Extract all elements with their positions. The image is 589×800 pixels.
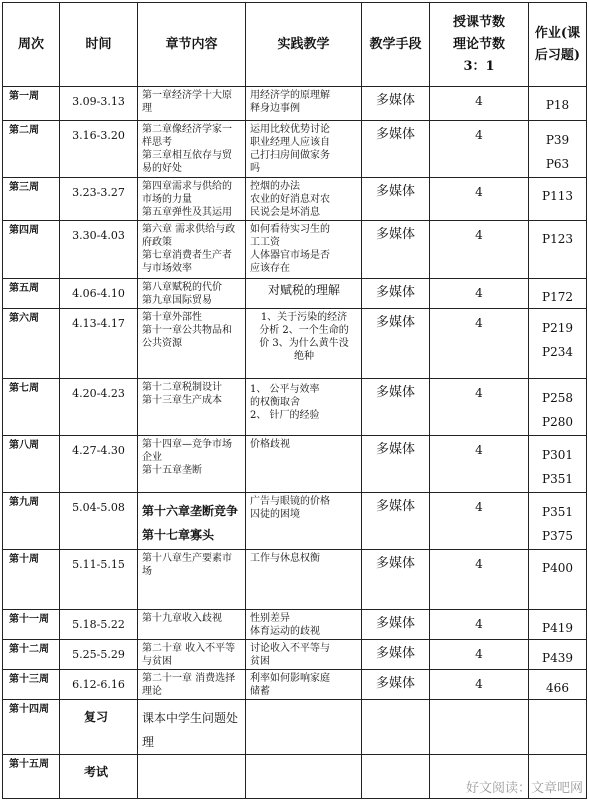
table-row xyxy=(3,221,587,279)
header-hours-line2: 理论节数 xyxy=(452,36,505,52)
chapter-cell xyxy=(138,121,246,178)
table-row xyxy=(3,436,587,493)
rows.5.practice-line: 价 3、为什么黄牛没 xyxy=(259,338,349,349)
week-cell: 第六周 xyxy=(3,309,60,379)
rows.8.homework-line: P351 xyxy=(542,505,573,519)
practice-cell xyxy=(246,610,362,640)
rows.4.chapter-line: 第九章国际贸易 xyxy=(142,295,212,306)
table-row xyxy=(3,379,587,436)
rows.5.practice-line: 分析 2、一个生命的 xyxy=(259,325,349,336)
chapter-cell xyxy=(138,221,246,279)
week-cell: 第二周 xyxy=(3,121,60,178)
table-row xyxy=(3,550,587,610)
rows.11.practice-line: 贫困 xyxy=(250,656,270,667)
week-cell: 第十四周 xyxy=(3,700,60,755)
rows.3.chapter-line: 第六章 需求供给与政 xyxy=(142,224,236,235)
practice-cell xyxy=(246,550,362,610)
homework-cell xyxy=(529,279,587,309)
time-cell: 3.09-3.13 xyxy=(60,87,138,121)
method-cell: 多媒体 xyxy=(362,436,430,493)
rows.7.homework-line: P351 xyxy=(542,472,573,486)
rows.2.chapter-line: 市场的力量 xyxy=(142,194,192,205)
chapter-cell xyxy=(138,87,246,121)
method-cell: 多媒体 xyxy=(362,493,430,550)
method-cell: 多媒体 xyxy=(362,670,430,700)
week-cell: 第三周 xyxy=(3,178,60,221)
time-cell: 5.25-5.29 xyxy=(60,640,138,670)
rows.1.chapter-line: 第二章像经济学家一 xyxy=(142,124,232,135)
rows.1.practice-line: 吗 xyxy=(250,163,260,174)
rows.13.chapter-line: 理 xyxy=(142,735,155,749)
practice-cell xyxy=(246,178,362,221)
chapter-cell xyxy=(138,493,246,550)
homework-cell xyxy=(529,550,587,610)
homework-cell xyxy=(529,670,587,700)
header-chapter: 章节内容 xyxy=(138,3,246,87)
hours-cell: 4 xyxy=(430,436,529,493)
rows.3.practice-line: 工工资 xyxy=(250,237,280,248)
week-cell: 第七周 xyxy=(3,379,60,436)
rows.0.homework-line: P18 xyxy=(545,98,570,112)
method-cell: 多媒体 xyxy=(362,550,430,610)
method-cell: 多媒体 xyxy=(362,178,430,221)
chapter-cell xyxy=(138,610,246,640)
method-cell: 多媒体 xyxy=(362,221,430,279)
homework-cell xyxy=(529,700,587,755)
table-row xyxy=(3,178,587,221)
rows.5.chapter-line: 第十一章公共物品和 xyxy=(142,325,232,336)
time-cell: 5.11-5.15 xyxy=(60,550,138,610)
rows.9.chapter-line: 第十八章生产要素市 xyxy=(142,553,232,564)
rows.5.homework-line: P234 xyxy=(542,345,573,359)
practice-cell xyxy=(246,87,362,121)
rows.8.chapter-line: 第十七章寡头 xyxy=(142,528,215,542)
rows.7.homework-line: P301 xyxy=(542,448,573,462)
hours-cell: 4 xyxy=(430,670,529,700)
practice-cell xyxy=(246,493,362,550)
rows.2.practice-line: 农业的好消息对农 xyxy=(250,194,330,205)
schedule-table xyxy=(2,2,587,799)
week-cell: 第四周 xyxy=(3,221,60,279)
practice-cell xyxy=(246,309,362,379)
time-cell: 3.23-3.27 xyxy=(60,178,138,221)
method-cell: 多媒体 xyxy=(362,279,430,309)
time-cell: 5.18-5.22 xyxy=(60,610,138,640)
rows.8.homework-line: P375 xyxy=(542,529,573,543)
hours-cell: 4 xyxy=(430,178,529,221)
rows.12.chapter-line: 理论 xyxy=(142,686,162,697)
chapter-cell xyxy=(138,550,246,610)
hours-cell: 4 xyxy=(430,493,529,550)
header-method: 教学手段 xyxy=(362,3,430,87)
rows.0.practice-line: 释身边事例 xyxy=(250,103,300,114)
rows.3.chapter-line: 与市场效率 xyxy=(142,263,192,274)
table-row xyxy=(3,640,587,670)
rows.11.practice-line: 讨论收入不平等与 xyxy=(250,643,330,654)
week-cell: 第八周 xyxy=(3,436,60,493)
rows.13.chapter-line: 课本中学生问题处 xyxy=(142,711,239,725)
header-homework: 作业(课后习题) xyxy=(529,3,587,87)
homework-cell xyxy=(529,493,587,550)
hours-cell: 4 xyxy=(430,550,529,610)
rows.1.chapter-line: 易的好处 xyxy=(142,163,182,174)
homework-cell xyxy=(529,436,587,493)
rows.2.homework-line: P113 xyxy=(542,189,573,203)
rows.1.chapter-line: 样思考 xyxy=(142,137,172,148)
homework-cell xyxy=(529,610,587,640)
hours-cell: 4 xyxy=(430,379,529,436)
rows.2.practice-line: 控烟的办法 xyxy=(250,181,300,192)
table-row xyxy=(3,610,587,640)
method-cell: 多媒体 xyxy=(362,640,430,670)
rows.9.chapter-line: 场 xyxy=(142,566,152,577)
rows.7.practice-line: 价格歧视 xyxy=(250,439,290,450)
rows.8.practice-line: 囚徒的困境 xyxy=(250,509,300,520)
header-hours-line3: 3：1 xyxy=(463,58,495,74)
week-cell: 第十五周 xyxy=(3,755,60,799)
time-cell: 考试 xyxy=(60,755,138,799)
hours-cell: 4 xyxy=(430,309,529,379)
method-cell: 多媒体 xyxy=(362,121,430,178)
chapter-cell xyxy=(138,379,246,436)
rows.7.chapter-line: 第十四章—竞争市场 xyxy=(142,439,232,450)
practice-cell xyxy=(246,436,362,493)
rows.10.chapter-line: 第十九章收入歧视 xyxy=(142,613,222,624)
rows.10.practice-line: 体育运动的歧视 xyxy=(250,626,320,637)
rows.10.practice-line: 性别差异 xyxy=(250,613,290,624)
rows.1.homework-line: P63 xyxy=(545,157,570,171)
footer-watermark: 好文阅读：文章吧网 xyxy=(465,781,583,796)
hours-cell xyxy=(430,700,529,755)
rows.6.practice-line: 的权衡取舍 xyxy=(250,397,300,408)
table-row xyxy=(3,493,587,550)
time-cell: 4.20-4.23 xyxy=(60,379,138,436)
method-cell: 多媒体 xyxy=(362,87,430,121)
table-row xyxy=(3,121,587,178)
hours-cell: 4 xyxy=(430,121,529,178)
practice-cell xyxy=(246,670,362,700)
chapter-cell xyxy=(138,700,246,755)
rows.8.practice-line: 广告与眼镜的价格 xyxy=(250,496,330,507)
method-cell xyxy=(362,700,430,755)
header-practice: 实践教学 xyxy=(246,3,362,87)
rows.2.chapter-line: 第五章弹性及其运用 xyxy=(142,207,232,218)
chapter-cell xyxy=(138,279,246,309)
time-cell: 复习 xyxy=(60,700,138,755)
rows.0.practice-line: 用经济学的原理解 xyxy=(250,90,330,101)
rows.2.chapter-line: 第四章需求与供给的 xyxy=(142,181,232,192)
practice-cell xyxy=(246,755,362,799)
rows.4.chapter-line: 第八章赋税的代价 xyxy=(142,282,222,293)
rows.12.homework-line: 466 xyxy=(546,681,569,695)
practice-cell xyxy=(246,221,362,279)
table-row xyxy=(3,279,587,309)
rows.5.homework-line: P219 xyxy=(542,321,573,335)
method-cell: 多媒体 xyxy=(362,379,430,436)
rows.1.homework-line: P39 xyxy=(545,133,570,147)
table-row xyxy=(3,700,587,755)
rows.3.practice-line: 应该存在 xyxy=(250,263,290,274)
time-cell: 3.16-3.20 xyxy=(60,121,138,178)
rows.11.chapter-line: 与贫困 xyxy=(142,656,172,667)
practice-cell xyxy=(246,640,362,670)
chapter-cell xyxy=(138,178,246,221)
rows.6.chapter-line: 第十二章税制设计 xyxy=(142,382,222,393)
time-cell: 3.30-4.03 xyxy=(60,221,138,279)
practice-cell xyxy=(246,279,362,309)
rows.3.chapter-line: 第七章消费者生产者 xyxy=(142,250,232,261)
header-time: 时间 xyxy=(60,3,138,87)
rows.12.chapter-line: 第二十一章 消费选择 xyxy=(142,673,236,684)
homework-cell xyxy=(529,87,587,121)
chapter-cell xyxy=(138,640,246,670)
rows.6.practice-line: 1、 公平与效率 xyxy=(250,384,320,395)
method-cell xyxy=(362,755,430,799)
rows.3.homework-line: P123 xyxy=(542,232,573,246)
rows.9.practice-line: 工作与休息权衡 xyxy=(250,553,320,564)
header-hours-line1: 授课节数 xyxy=(452,14,505,30)
chapter-cell xyxy=(138,670,246,700)
method-cell: 多媒体 xyxy=(362,309,430,379)
homework-cell xyxy=(529,221,587,279)
rows.4.homework-line: P172 xyxy=(542,290,573,304)
rows.6.chapter-line: 第十三章生产成本 xyxy=(142,395,222,406)
table-row xyxy=(3,309,587,379)
hours-cell: 4 xyxy=(430,279,529,309)
week-cell: 第十三周 xyxy=(3,670,60,700)
homework-cell xyxy=(529,309,587,379)
rows.5.practice-line: 绝种 xyxy=(294,351,314,362)
time-cell: 4.06-4.10 xyxy=(60,279,138,309)
chapter-cell xyxy=(138,436,246,493)
rows.11.chapter-line: 第二十章 收入不平等 xyxy=(142,643,236,654)
week-cell: 第五周 xyxy=(3,279,60,309)
week-cell: 第一周 xyxy=(3,87,60,121)
rows.6.practice-line: 2、 针厂的经验 xyxy=(250,410,320,421)
homework-cell xyxy=(529,178,587,221)
rows.6.homework-line: P258 xyxy=(542,391,573,405)
week-cell: 第十周 xyxy=(3,550,60,610)
homework-cell xyxy=(529,121,587,178)
rows.5.practice-line: 1、关于污染的经济 xyxy=(260,312,348,323)
practice-cell xyxy=(246,700,362,755)
time-cell: 4.27-4.30 xyxy=(60,436,138,493)
rows.1.practice-line: 己打扫房间做家务 xyxy=(250,150,330,161)
week-cell: 第十二周 xyxy=(3,640,60,670)
rows.0.chapter-line: 理 xyxy=(142,103,152,114)
time-cell: 6.12-6.16 xyxy=(60,670,138,700)
rows.1.practice-line: 运用比较优势讨论 xyxy=(250,124,330,135)
header-hours xyxy=(430,3,529,87)
rows.12.practice-line: 储蓄 xyxy=(250,686,270,697)
practice-cell xyxy=(246,121,362,178)
rows.10.homework-line: P419 xyxy=(542,621,573,635)
rows.12.practice-line: 利率如何影响家庭 xyxy=(250,673,330,684)
header-week: 周次 xyxy=(3,3,60,87)
rows.2.practice-line: 民说会是坏消息 xyxy=(250,207,320,218)
rows.0.chapter-line: 第一章经济学十大原 xyxy=(142,90,232,101)
rows.6.homework-line: P280 xyxy=(542,415,573,429)
rows.1.chapter-line: 第三章相互依存与贸 xyxy=(142,150,232,161)
time-cell: 4.13-4.17 xyxy=(60,309,138,379)
rows.3.practice-line: 如何看待实习生的 xyxy=(250,224,330,235)
rows.5.chapter-line: 第十章外部性 xyxy=(142,312,202,323)
rows.7.chapter-line: 企业 xyxy=(142,452,162,463)
week-cell: 第九周 xyxy=(3,493,60,550)
homework-cell xyxy=(529,640,587,670)
hours-cell: 4 xyxy=(430,221,529,279)
method-cell: 多媒体 xyxy=(362,610,430,640)
hours-cell: 4 xyxy=(430,87,529,121)
rows.1.practice-line: 职业经理人应该自 xyxy=(250,137,330,148)
rows.5.chapter-line: 公共资源 xyxy=(142,338,182,349)
week-cell: 第十一周 xyxy=(3,610,60,640)
table-row xyxy=(3,670,587,700)
rows.3.practice-line: 人体器官市场是否 xyxy=(250,250,330,261)
chapter-cell xyxy=(138,309,246,379)
rows.8.chapter-line: 第十六章垄断竞争 xyxy=(142,504,239,518)
rows.4.practice-line: 对赋税的理解 xyxy=(268,283,341,297)
rows.7.chapter-line: 第十五章垄断 xyxy=(142,465,202,476)
practice-cell xyxy=(246,379,362,436)
hours-cell: 4 xyxy=(430,610,529,640)
rows.9.homework-line: P400 xyxy=(542,561,573,575)
table-row xyxy=(3,87,587,121)
rows.11.homework-line: P439 xyxy=(542,651,573,665)
hours-cell: 4 xyxy=(430,640,529,670)
time-cell: 5.04-5.08 xyxy=(60,493,138,550)
homework-cell xyxy=(529,379,587,436)
rows.3.chapter-line: 府政策 xyxy=(142,237,172,248)
header-row xyxy=(3,3,587,87)
chapter-cell xyxy=(138,755,246,799)
